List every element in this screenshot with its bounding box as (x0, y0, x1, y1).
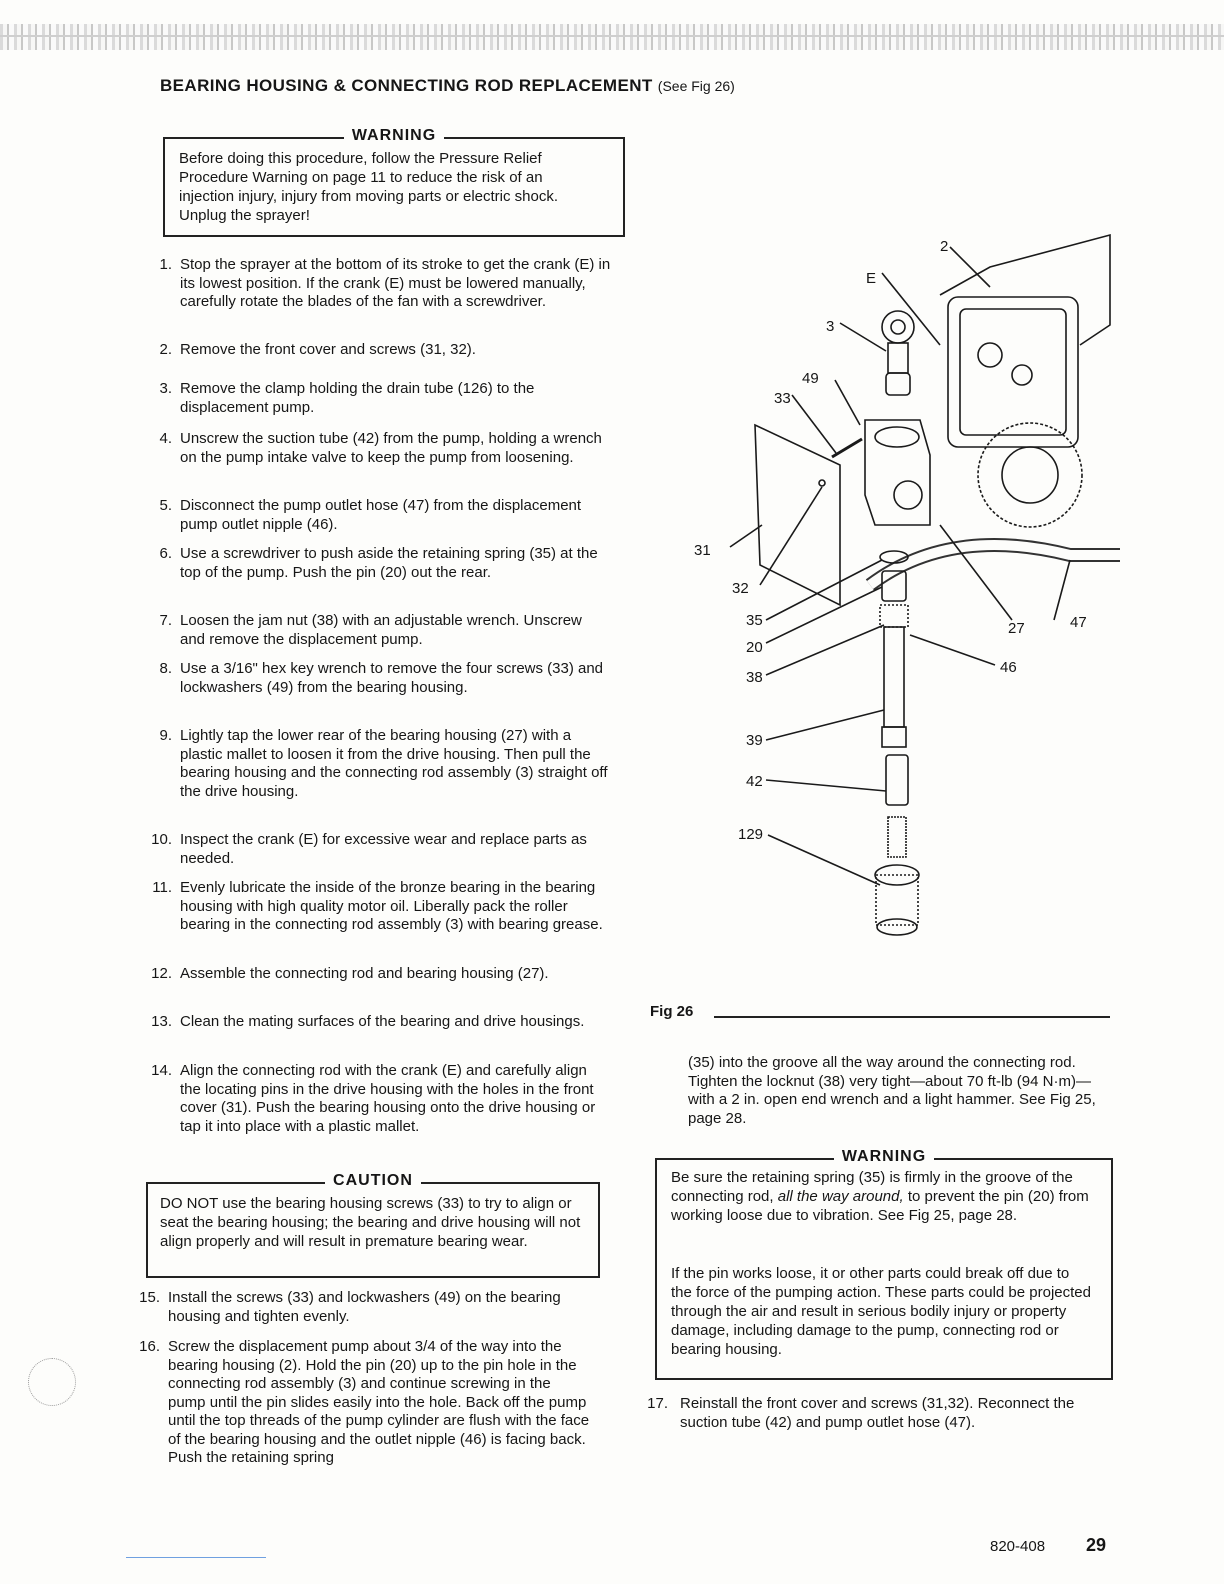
page-title (160, 76, 735, 96)
warning-header: WARNING (344, 127, 444, 144)
callout-42: 42 (746, 773, 763, 790)
warning-text: Before doing this procedure, follow the Pressure Relief Procedure Warning on page 11 to reduce the risk of an injection injury, injury from moving parts or electric shock. Unplug the sprayer! (179, 150, 559, 224)
warning-2-text: Be sure the retaining spring (35) is firmly in the groove of the connecting rod, all the way around, to prevent the pin (20) from working loose due to vibration. See Fig 25, page 28. (671, 1169, 1089, 1224)
warning-2-text-2: If the pin works loose, it or other parts could break off due to the force of the pumping action. These parts could be projected through the air and result in serious bodily injury or property damage, including damage to the pump, connecting rod or bearing housing. (671, 1265, 1091, 1358)
gear-shape (978, 423, 1082, 527)
callout-46: 46 (1000, 659, 1017, 676)
scan-artifact (28, 1358, 76, 1406)
caution-box (146, 1172, 600, 1278)
front-cover-shape (755, 425, 840, 605)
scan-edge-line (126, 1557, 266, 1558)
callout-32: 32 (732, 580, 749, 597)
title-figure-ref: (See Fig 26) (657, 78, 735, 94)
callout-129: 129 (738, 826, 764, 843)
callout-2: 2 (940, 238, 949, 255)
callout-27: 27 (1008, 620, 1025, 637)
caution-header: CAUTION (325, 1172, 421, 1189)
document-code: 820-408 (990, 1538, 1046, 1555)
callout-20: 20 (746, 639, 763, 656)
callout-3: 3 (826, 318, 835, 335)
scan-top-band (0, 24, 1224, 50)
page-number: 29 (1086, 1535, 1107, 1555)
drive-housing-outline (940, 235, 1110, 345)
callout-39: 39 (746, 732, 763, 749)
step-16-continuation: (35) into the groove all the way around the connecting rod. Tighten the locknut (38) very tight—about 70 ft-lb (94 N·m)—with a 2 in. open end wrench and a light hammer. See Fig 25, page 28. (688, 1054, 1096, 1127)
callout-35: 35 (746, 612, 763, 629)
callout-38: 38 (746, 669, 763, 686)
callout-47: 47 (1070, 614, 1087, 631)
figure-caption: Fig 26 (650, 1003, 694, 1020)
figure-caption-rule (714, 1016, 1110, 1018)
callout-33: 33 (774, 390, 791, 407)
exploded-view-diagram (650, 225, 1120, 945)
title-text: BEARING HOUSING & CONNECTING ROD REPLACEMENT (160, 76, 653, 95)
caution-text: DO NOT use the bearing housing screws (33) to try to align or seat the bearing housing; the bearing and drive housing will not align properly and will result in premature bearing wear. (160, 1195, 581, 1250)
warning-box (163, 127, 625, 237)
callout-31: 31 (694, 542, 711, 559)
callout-49: 49 (802, 370, 819, 387)
callout-E: E (866, 270, 877, 287)
warning-box-2 (655, 1148, 1113, 1380)
warning-2-header: WARNING (834, 1148, 934, 1165)
